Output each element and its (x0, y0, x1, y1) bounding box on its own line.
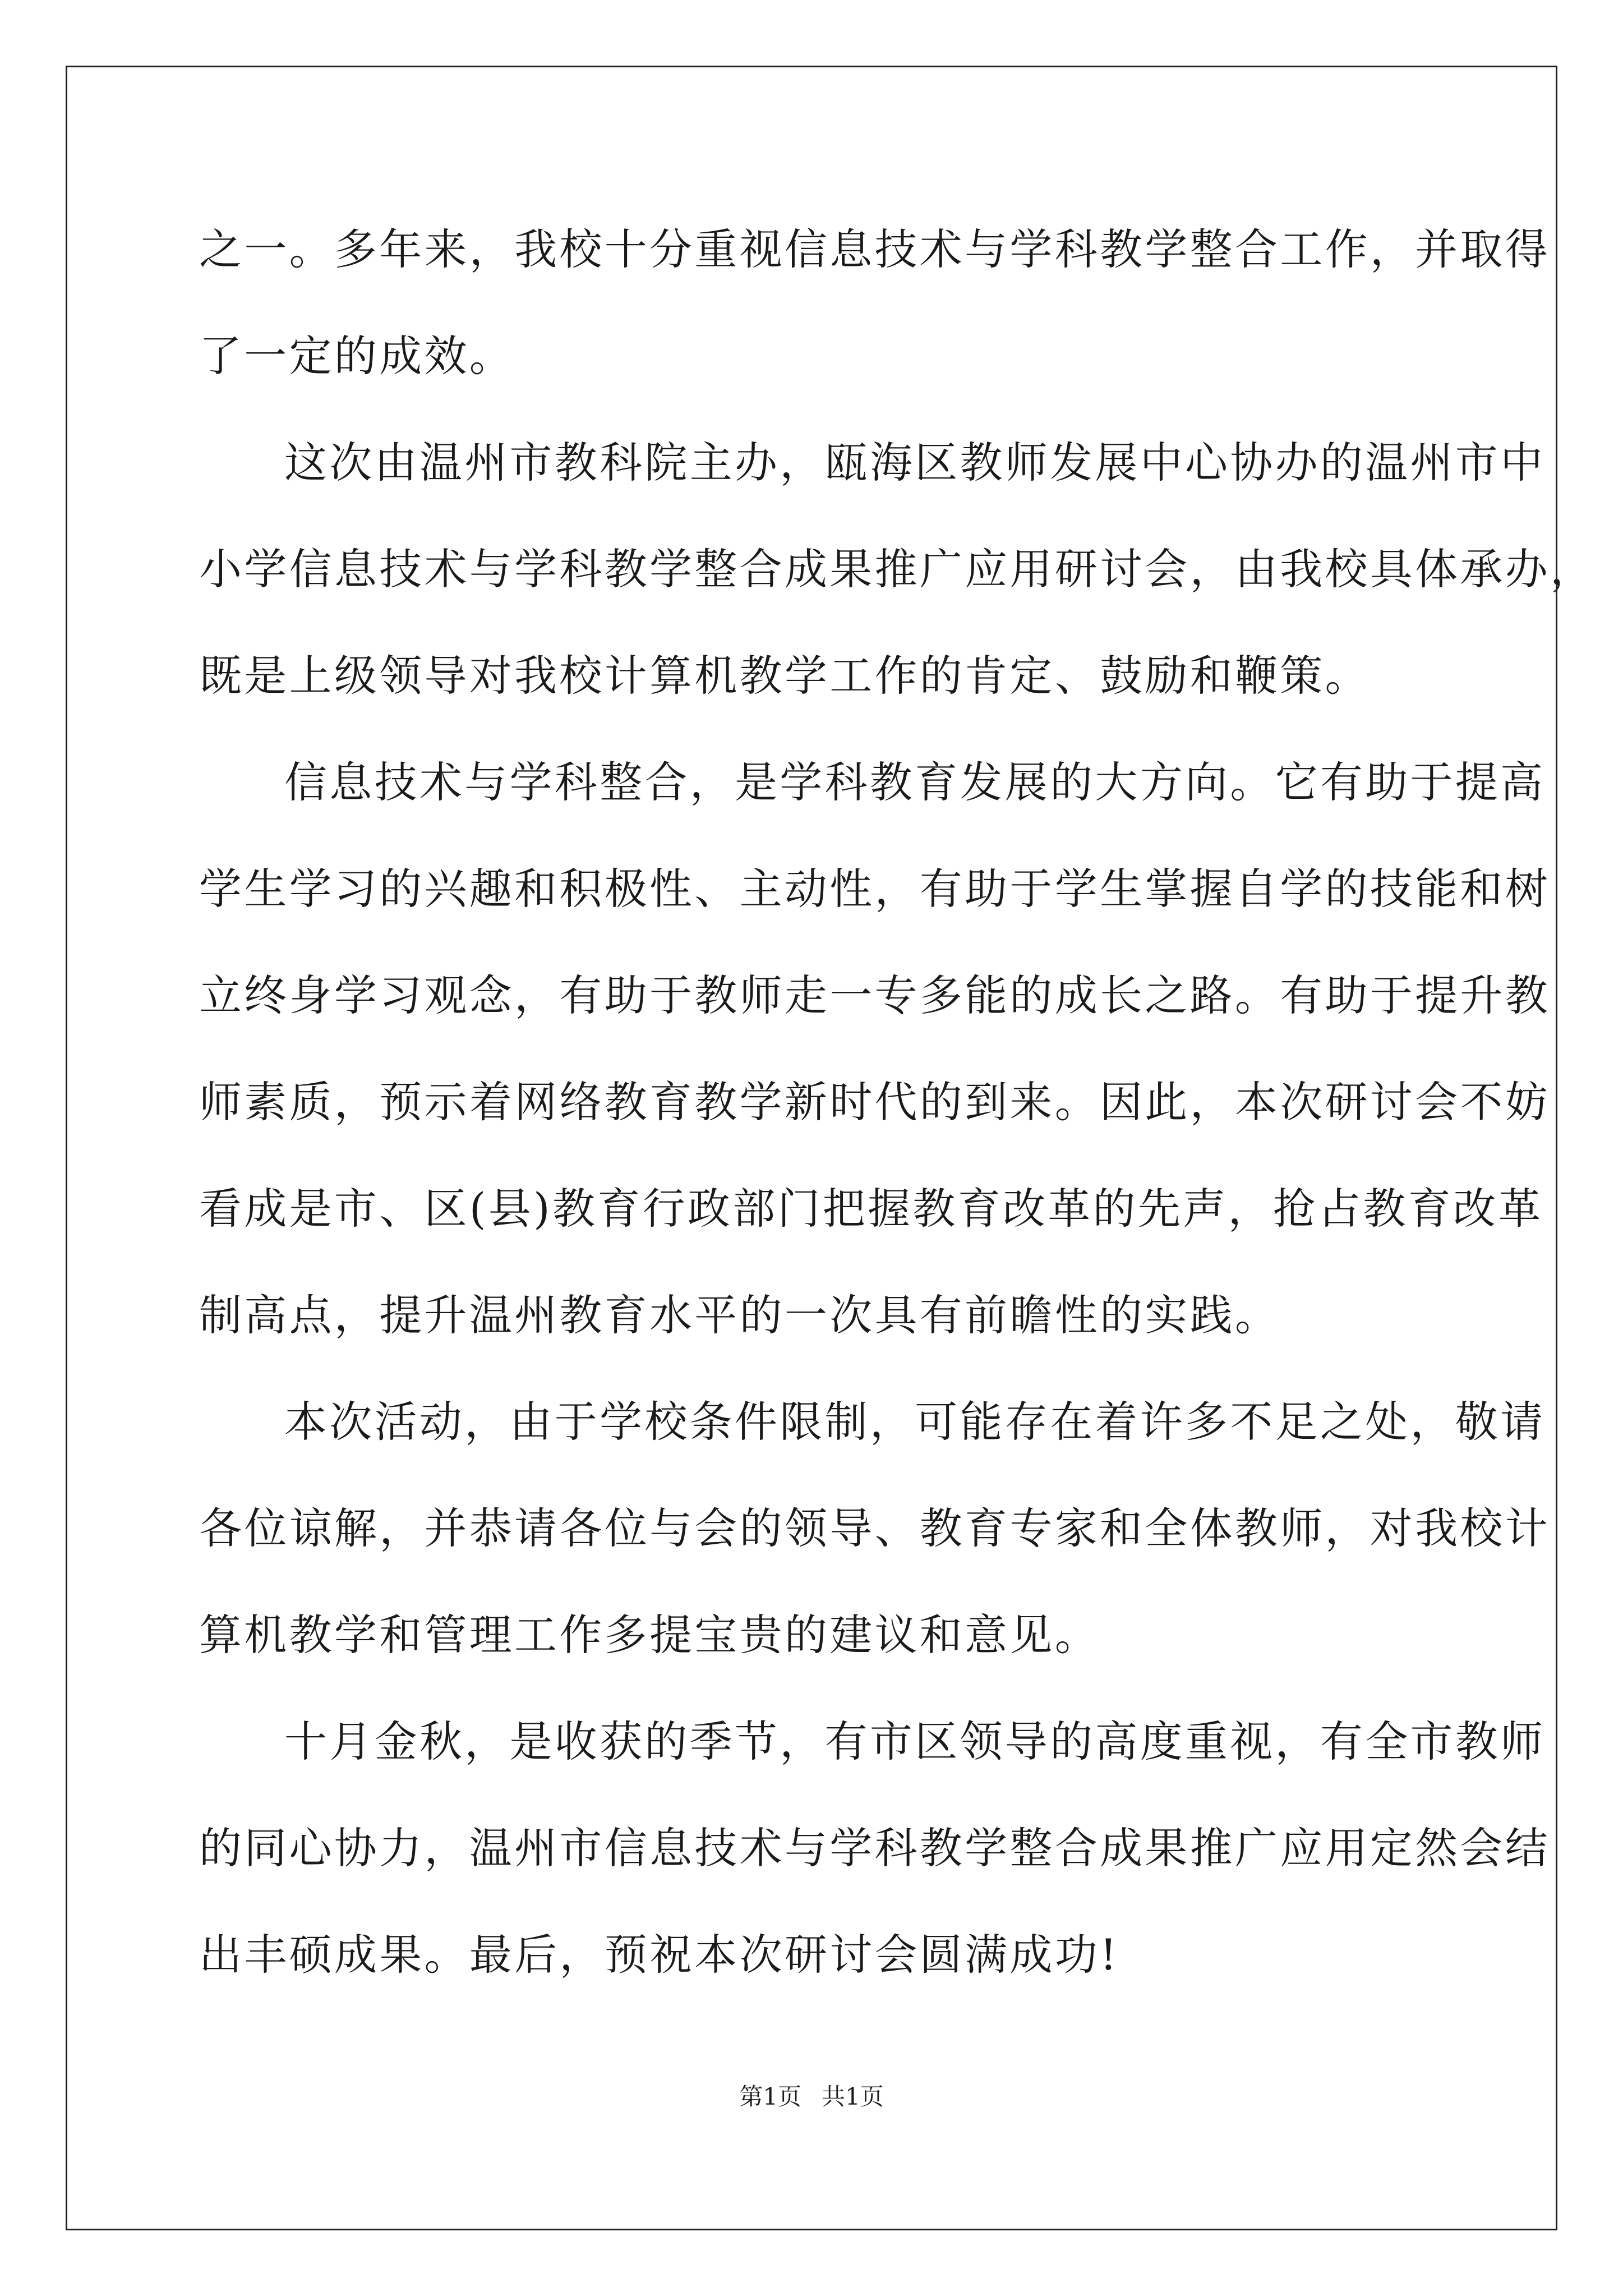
paragraph-line: 看成是市、区(县)教育行政部门把握教育改革的先声，抢占教育改革 (199, 1184, 1543, 1234)
paragraph-line: 立终身学习观念，有助于教师走一专多能的成长之路。有助于提升教 (199, 970, 1550, 1020)
paragraph-line: 出丰硕成果。最后，预祝本次研讨会圆满成功! (199, 1930, 1119, 1980)
paragraph-line: 了一定的成效。 (199, 331, 515, 381)
paragraph-line: 本次活动，由于学校条件限制，可能存在着许多不足之处，敬请 (284, 1397, 1546, 1447)
paragraph-line: 师素质，预示着网络教育教学新时代的到来。因此，本次研讨会不妨 (199, 1077, 1550, 1127)
paragraph-line: 这次由温州市教科院主办，瓯海区教师发展中心协办的温州市中 (284, 438, 1546, 487)
paragraph-line: 信息技术与学科整合，是学科教育发展的大方向。它有助于提高 (284, 757, 1546, 807)
paragraph-line: 十月金秋，是收获的季节，有市区领导的高度重视，有全市教师 (284, 1717, 1546, 1766)
page-number: 第1页 (739, 2083, 801, 2110)
paragraph-line: 小学信息技术与学科教学整合成果推广应用研讨会，由我校具体承办， (199, 544, 1596, 594)
paragraph-line: 的同心协力，温州市信息技术与学科教学整合成果推广应用定然会结 (199, 1823, 1550, 1873)
paragraph-line: 之一。多年来，我校十分重视信息技术与学科教学整合工作，并取得 (199, 224, 1550, 274)
paragraph-line: 算机教学和管理工作多提宝贵的建议和意见。 (199, 1610, 1100, 1660)
paragraph-line: 制高点，提升温州教育水平的一次具有前瞻性的实践。 (199, 1290, 1280, 1340)
page-border (66, 66, 1557, 2230)
paragraph-line: 各位谅解，并恭请各位与会的领导、教育专家和全体教师，对我校计 (199, 1503, 1550, 1553)
paragraph-line: 既是上级领导对我校计算机教学工作的肯定、鼓励和鞭策。 (199, 651, 1370, 701)
page-total: 共1页 (822, 2083, 884, 2110)
page-footer (0, 2080, 1623, 2114)
paragraph-line: 学生学习的兴趣和积极性、主动性，有助于学生掌握自学的技能和树 (199, 864, 1550, 914)
